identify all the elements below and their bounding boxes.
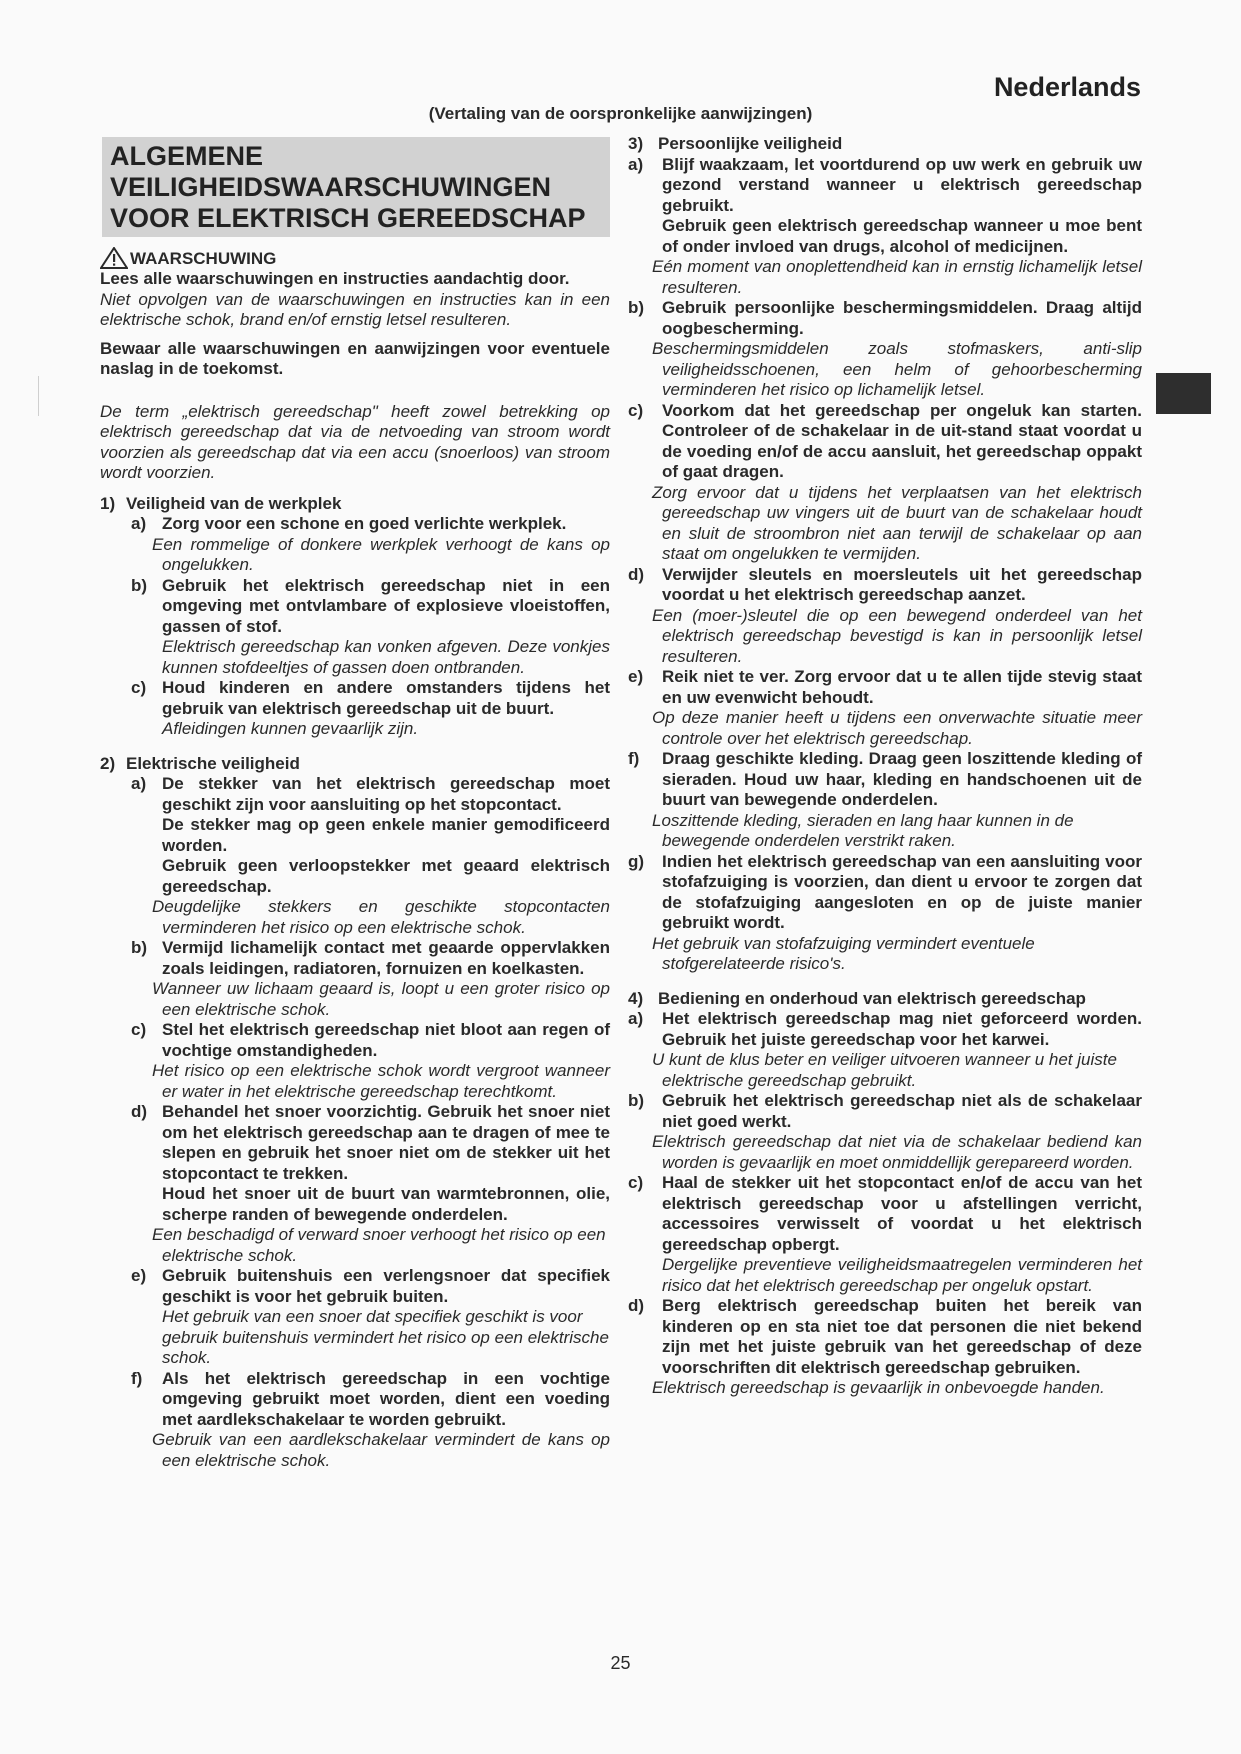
item-note: Eén moment van onoplettendheid kan in ernstig lichamelijk letsel resulteren. [652,257,1142,297]
item-note: Loszittende kleding, sieraden en lang haar kunnen in de bewegende onderdelen verstrikt raken. [652,810,1074,850]
item-text: Draag geschikte kleding. Draag geen loszittende kleding of sieraden. Houd uw haar, kleding en handschoenen uit de buurt van bewegende onderdelen. [662,749,1142,809]
list-item: d) Behandel het snoer voorzichtig. Gebruik het snoer niet om het elektrisch gereedschap aan te dragen of mee te slepen en gebruik het snoer niet om de stekker uit het stopcontact te trekken. Houd het snoer uit de buurt van warmtebronnen, olie, scherpe randen of bewegende onderdelen. [131,1102,610,1224]
heading-line: VOOR ELEKTRISCH GEREEDSCHAP [110,203,586,233]
item-note: Gebruik van een aardlekschakelaar vermindert de kans op een elektrische schok. [152,1430,610,1470]
section-tab-marker [1156,373,1211,414]
item-text: Berg elektrisch gereedschap buiten het bereik van kinderen op en sta niet toe dat personen die niet bekend zijn met het juiste gebruik van het gereedschap of deze voorschriften dit elektrisch gereedschap gebruiken. [662,1296,1142,1377]
item-text: Gebruik geen elektrisch gereedschap wanneer u moe bent of onder invloed van drugs, alcohol of medicijnen. [662,216,1142,256]
left-column [100,137,610,1471]
list-item: d) Verwijder sleutels en moersleutels uit het gereedschap voordat u het elektrisch gereedschap aanzet. [628,564,1142,604]
item-text: Voorkom dat het gereedschap per ongeluk kan starten. Controleer of de schakelaar in de uit-stand staat voordat u de voeding en/of de accu aansluit, het gereedschap oppakt of gaat dragen. [662,400,1142,481]
list-item: b) Gebruik persoonlijke beschermingsmiddelen. Draag altijd oogbescherming. [628,298,1142,338]
read-all-note: Niet opvolgen van de waarschuwingen en instructies kan in een elektrische schok, brand en/of ernstig letsel resulteren. [100,289,610,329]
item-text: Houd kinderen en andere omstanders tijdens het gebruik van elektrisch gereedschap uit de buurt. [162,678,610,718]
item-note: Wanneer uw lichaam geaard is, loopt u een groter risico op een elektrische schok. [152,979,610,1019]
item-note: Elektrisch gereedschap is gevaarlijk in onbevoegde handen. [652,1378,1105,1397]
list-item: f) Als het elektrisch gereedschap in een vochtige omgeving gebruikt moet worden, dient een voeding met aardlekschakelaar te worden gebruikt. [131,1368,610,1429]
item-text: Zorg voor een schone en goed verlichte werkplek. [162,514,567,533]
translation-subtitle: (Vertaling van de oorspronkelijke aanwijzingen) [428,104,813,123]
list-item: a) Blijf waakzaam, let voortdurend op uw werk en gebruik uw gezond verstand wanneer u elektrisch gereedschap gebruikt. Gebruik geen elektrisch gereedschap wanneer u moe bent of onder invloed van drugs, alcohol of medicijnen. [628,154,1142,256]
item-text: Stel het elektrisch gereedschap niet bloot aan regen of vochtige omstandigheden. [162,1020,610,1060]
item-text: Haal de stekker uit het stopcontact en/of de accu van het elektrisch gereedschap voor u afstellingen verricht, accessoires verwisselt of voordat u het elektrisch gereedschap opbergt. [662,1173,1142,1254]
item-note: Beschermingsmiddelen zoals stofmaskers, anti-slip veiligheidsschoenen, een helm of gehoorbescherming verminderen het risico op lichamelijk letsel. [652,339,1142,399]
item-note: Een (moer-)sleutel die op een bewegend onderdeel van het elektrisch gereedschap bevestigd is kan in persoonlijk letsel resulteren. [652,605,1142,666]
item-note: Elektrisch gereedschap dat niet via de schakelaar bediend kan worden is gevaarlijk en moet onmiddellijk gerepareerd worden. [652,1132,1142,1172]
item-text: Blijf waakzaam, let voortdurend op uw werk en gebruik uw gezond verstand wanneer u elektrisch gereedschap gebruikt. [662,154,1142,215]
item-text: Het elektrisch gereedschap mag niet geforceerd worden. Gebruik het juiste gereedschap voor het karwei. [662,1009,1142,1049]
list-item: g) Indien het elektrisch gereedschap van een aansluiting voor stofafzuiging is voorzien, dan dient u ervoor te zorgen dat de stofafzuiging aangesloten en op de juiste manier gebruikt wordt. [628,851,1142,932]
list-item: f) Draag geschikte kleding. Draag geen loszittende kleding of sieraden. Houd uw haar, kleding en handschoenen uit de buurt van bewegende onderdelen. [628,749,1142,809]
heading-line: ALGEMENE [110,141,264,171]
language-label: Nederlands [993,72,1141,102]
list-item: a) Het elektrisch gereedschap mag niet geforceerd worden. Gebruik het juiste gereedschap voor het karwei. [628,1009,1142,1049]
list-item: b) Gebruik het elektrisch gereedschap niet in een omgeving met ontvlambare of explosieve vloeistoffen, gassen of stof. [131,575,610,636]
item-note: Het risico op een elektrische schok wordt vergroot wanneer er water in het elektrische gereedschap terechtkomt. [152,1061,610,1101]
item-text: Gebruik het elektrisch gereedschap niet als de schakelaar niet goed werkt. [662,1091,1142,1131]
item-note: Afleidingen kunnen gevaarlijk zijn. [162,719,419,738]
read-all-instruction: Lees alle waarschuwingen en instructies aandachtig door. [100,269,570,288]
term-definition: De term „elektrisch gereedschap" heeft zowel betrekking op elektrisch gereedschap dat via de netvoeding van stroom wordt voorzien als gereedschap dat via een accu (snoerloos) van stroom wordt voorzien. [100,401,610,482]
item-text: Vermijd lichamelijk contact met geaarde oppervlakken zoals leidingen, radiatoren, fornuizen en koelkasten. [162,938,610,978]
list-item: e) Reik niet te ver. Zorg ervoor dat u te allen tijde stevig staat en uw evenwicht behoudt. [628,667,1142,707]
item-text: Gebruik geen verloopstekker met geaard elektrisch gereedschap. [162,856,610,896]
list-item: c) Haal de stekker uit het stopcontact en/of de accu van het elektrisch gereedschap voor u afstellingen verricht, accessoires verwisselt of voordat u het elektrisch gereedschap opbergt. [628,1173,1142,1254]
list-item: c) Stel het elektrisch gereedschap niet bloot aan regen of vochtige omstandigheden. [131,1020,610,1060]
item-text: Gebruik het elektrisch gereedschap niet in een omgeving met ontvlambare of explosieve vloeistoffen, gassen of stof. [162,575,610,636]
item-note: Elektrisch gereedschap kan vonken afgeven. Deze vonkjes kunnen stofdeeltjes of gassen doen ontbranden. [162,637,610,677]
section-3-title: 3) Persoonlijke veiligheid [628,134,843,153]
item-note: Op deze manier heeft u tijdens een onverwachte situatie meer controle over het elektrisch gereedschap. [652,708,1142,748]
list-item: c) Houd kinderen en andere omstanders tijdens het gebruik van elektrisch gereedschap uit de buurt. [131,678,610,718]
page-number: 25 [610,1653,631,1673]
edge-line [38,376,39,416]
section-1-title: 1) Veiligheid van de werkplek [100,493,342,513]
item-note: Zorg ervoor dat u tijdens het verplaatsen van het elektrisch gereedschap uw vingers uit de buurt van de schakelaar houdt en sluit de stroombron niet aan terwijl de schakelaar op aan staat om ongelukken te vermijden. [652,482,1142,563]
list-item: c) Voorkom dat het gereedschap per ongeluk kan starten. Controleer of de schakelaar in de uit-stand staat voordat u de voeding en/of de accu aansluit, het gereedschap oppakt of gaat dragen. [628,400,1142,481]
item-text: Gebruik persoonlijke beschermingsmiddelen. Draag altijd oogbescherming. [662,298,1142,338]
list-item: b) Gebruik het elektrisch gereedschap niet als de schakelaar niet goed werkt. [628,1091,1142,1131]
right-column [628,134,1142,1399]
item-text: Als het elektrisch gereedschap in een vochtige omgeving gebruikt moet worden, dient een voeding met aardlekschakelaar te worden gebruikt. [162,1368,610,1429]
list-item: e) Gebruik buitenshuis een verlengsnoer dat specifiek geschikt is voor het gebruik buiten. [131,1266,610,1306]
section-2-title: 2) Elektrische veiligheid [100,753,300,773]
item-note: Het gebruik van stofafzuiging vermindert eventuele stofgerelateerde risico's. [652,933,1035,973]
item-note: Deugdelijke stekkers en geschikte stopcontacten verminderen het risico op een elektrische schok. [152,897,610,937]
list-item: b) Vermijd lichamelijk contact met geaarde oppervlakken zoals leidingen, radiatoren, fornuizen en koelkasten. [131,938,610,978]
section-4-title: 4) Bediening en onderhoud van elektrisch gereedschap [628,988,1086,1008]
item-text: Behandel het snoer voorzichtig. Gebruik het snoer niet om het elektrisch gereedschap aan te dragen of mee te slepen en gebruik het snoer niet om de stekker uit het stopcontact te trekken. [162,1102,610,1183]
list-item: a) Zorg voor een schone en goed verlichte werkplek. [100,514,610,535]
item-text: De stekker mag op geen enkele manier gemodificeerd worden. [162,815,610,855]
list-item: d) Berg elektrisch gereedschap buiten het bereik van kinderen op en sta niet toe dat personen die niet bekend zijn met het juiste gebruik van het gereedschap of deze voorschriften dit elektrisch gereedschap gebruiken. [628,1296,1142,1377]
keep-instruction: Bewaar alle waarschuwingen en aanwijzingen voor eventuele naslag in de toekomst. [100,338,610,378]
item-note: Een rommelige of donkere werkplek verhoogt de kans op ongelukken. [152,534,610,574]
heading-line: VEILIGHEIDSWAARSCHUWINGEN [110,172,552,202]
item-note: Een beschadigd of verward snoer verhoogt het risico op een elektrische schok. [152,1225,606,1265]
item-text: Gebruik buitenshuis een verlengsnoer dat specifiek geschikt is voor het gebruik buiten. [162,1266,610,1306]
warning-label: WAARSCHUWING [130,248,277,268]
item-text: Reik niet te ver. Zorg ervoor dat u te allen tijde stevig staat en uw evenwicht behoudt. [662,667,1142,707]
warning-triangle-icon [100,247,128,269]
section-heading [102,137,610,237]
warning-line [100,247,610,269]
item-note: Dergelijke preventieve veiligheidsmaatregelen verminderen het risico dat het elektrisch gereedschap per ongeluk opstart. [662,1255,1142,1295]
item-text: Verwijder sleutels en moersleutels uit het gereedschap voordat u het elektrisch gereedschap aanzet. [662,564,1142,604]
item-text: De stekker van het elektrisch gereedschap moet geschikt zijn voor aansluiting op het stopcontact. [162,774,610,814]
item-text: Indien het elektrisch gereedschap van een aansluiting voor stofafzuiging is voorzien, dan dient u ervoor te zorgen dat de stofafzuiging aangesloten en op de juiste manier gebruikt wordt. [662,851,1142,932]
item-note: U kunt de klus beter en veiliger uitvoeren wanneer u het juiste elektrische gereedschap gebruikt. [652,1050,1117,1090]
item-note: Het gebruik van een snoer dat specifiek geschikt is voor gebruik buitenshuis vermindert het risico op een elektrische schok. [162,1307,609,1367]
item-text: Houd het snoer uit de buurt van warmtebronnen, olie, scherpe randen of bewegende onderdelen. [162,1184,610,1224]
list-item: a) De stekker van het elektrisch gereedschap moet geschikt zijn voor aansluiting op het stopcontact. De stekker mag op geen enkele manier gemodificeerd worden. Gebruik geen verloopstekker met geaard elektrisch gereedschap. [131,774,610,896]
